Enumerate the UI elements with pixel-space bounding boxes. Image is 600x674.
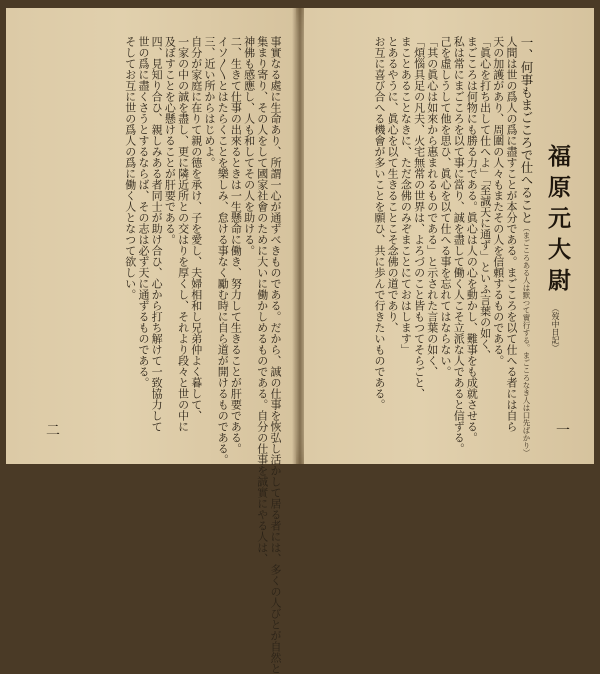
page-number-left: 二 [46, 423, 60, 439]
section-heading: 二、生きて仕事の出來るときは一生懸命に働き、努力して生きることが肝要である。 [229, 36, 243, 454]
text-line: 己を虛しうして他を思ひ、眞心を以て仕へる事を忘れてはならない。 [438, 36, 452, 377]
text-line: 「其の眞心は如來から惠まれるものである」と示された言葉の如く、 [425, 36, 439, 377]
text-line: まごころは何物にも勝る力である。眞心は人の心を動かし、難事をも成就させる。 [465, 36, 479, 443]
text-line: 及ぼすことを心懸けることが肝要である。 [163, 36, 177, 245]
left-page [6, 8, 296, 674]
left-page-text [14, 36, 282, 674]
text-line: イソ〳〵とはたらくことを樂しみ、怠ける事なく勵む時に自ら道が開けるものである。 [216, 36, 230, 465]
right-page-text [318, 36, 534, 456]
text-line: お互に喜び合へる機會が多いことを願ひ、共に歩んで行きたいものである。 [372, 36, 386, 410]
title-byline: （歿中日記） [551, 304, 560, 352]
text-line: 「煩惱具足の凡夫、火宅無常の世界は、よろづのこと皆もつてそらごと、 [412, 36, 426, 399]
section-heading [518, 36, 534, 456]
section-heading: 三、近い所からはじめよ。 [202, 36, 216, 168]
text-line: 神佛も感應し、人も和してその人を助ける。 [242, 36, 256, 256]
title-block [540, 36, 586, 416]
heading-text: 一、何事もまごころで仕へること [519, 36, 534, 224]
text-line: 集まり寄り、その人をして國家社會のために大いに働かしめるものである。自分の仕事を誠實にやる人は、 [255, 36, 269, 564]
text-line: とあるやうに、眞心を以て生きることこそ念佛の道であり、 [386, 36, 400, 333]
text-line: 天の加護があり、周圍の人々もまたその人を信頼するものである。 [491, 36, 505, 366]
text-line: 人間は世の爲人の爲に盡すことが本分である。まごころを以て仕へる者には自ら [505, 36, 518, 432]
page-number-right: 一 [556, 423, 570, 439]
text-line: 事實なる處に生命あり、所謂一心が通ずべきものである。だから、誠の仕事を恢弘し活かして居る者には、多くの人びとが自然と [269, 36, 282, 674]
section-heading: 四、見知り合ひ、親しみある者同士が助け合ひ、心から打ち解けて一致協力して [150, 36, 164, 432]
text-line: 一家の中の誠を盡し、更に隣近所との交はりを厚くし、それより段々と世の中に [176, 36, 190, 432]
text-line: まことあることなきに、ただ念佛のみぞまことにておはします」 [399, 36, 413, 355]
text-line: そしてお互に世の爲人の爲に働く人となつて欲しい。 [123, 36, 137, 300]
page-title: 福原元大尉 [544, 144, 571, 299]
heading-note: （まごころある人は默つて實行する。まごころなき人は口先ばかり） [522, 223, 531, 456]
book-spread [6, 8, 594, 674]
text-line: 世の爲に盡くさうとするならば、その志は必ず天に通ずるものである。 [136, 36, 150, 388]
text-line: 自分が家庭に在りて親の德を承け、子を愛し、夫婦相和し兄弟仲よく暮して、 [189, 36, 203, 421]
text-line: 「眞心を打ち出して仕へよ」「至誠天に通ず」といふ言葉の如く、 [478, 36, 492, 361]
text-line: 私は常にまごころを以て事に當り、誠を盡して働く人こそ立派な人であると信ずる。 [452, 36, 466, 454]
right-page [304, 8, 594, 464]
